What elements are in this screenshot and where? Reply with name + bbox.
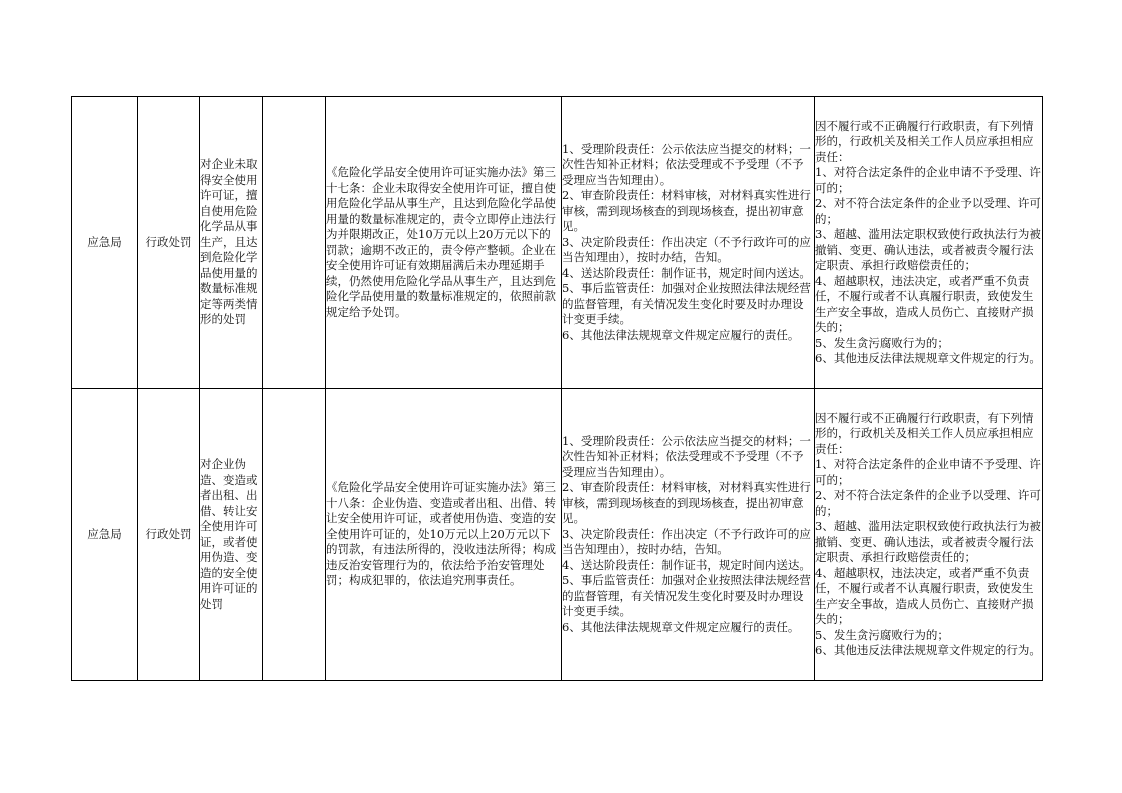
power-type-cell: 行政处罚 bbox=[138, 389, 200, 681]
power-type-cell: 行政处罚 bbox=[138, 97, 200, 389]
responsibility-cell: 1、受理阶段责任：公示依法应当提交的材料；一次性告知补正材料；依法受理或不予受理（不予受理应当告知理由）。 2、审查阶段责任：材料审核，对材料真实性进行审核，需到现场核查的到现场核查，提出初审意见。 3、决定阶段责任：作出决定（不予行政许可的应当告知理由），按时办结，告知。 4、送达阶段责任：制作证书，规定时间内送达。 5、事后监管责任：加强对企业按照法律法规经营的监督管理，有关情况发生变化时要及时办理设计变更手续。 6、其他法律法规规章文件规定应履行的责任。 bbox=[562, 389, 815, 681]
accountability-cell: 因不履行或不正确履行行政职责，有下列情形的，行政机关及相关工作人员应承担相应责任： 1、对符合法定条件的企业申请不予受理、许可的； 2、对不符合法定条件的企业予以受理、许可的； 3、超越、滥用法定职权致使行政执法行为被撤销、变更、确认违法，或者被责令履行法定职责、承担行政赔偿责任的； 4、超越职权，违法决定，或者严重不负责任，不履行或者不认真履行职责，致使发生生产安全事故，造成人员伤亡、直接财产损失的； 5、发生贪污腐败行为的； 6、其他违反法律法规规章文件规定的行为。 bbox=[815, 97, 1043, 389]
table-row bbox=[72, 97, 1043, 389]
power-list-table bbox=[71, 96, 1043, 681]
legal-basis-cell: 《危险化学品安全使用许可证实施办法》第三十七条：企业未取得安全使用许可证，擅自使用危险化学品从事生产，且达到危险化学品使用量的数量标准规定的，责令立即停止违法行为并限期改正，处10万元以上20万元以下的罚款；逾期不改正的，责令停产整顿。企业在安全使用许可证有效期届满后未办理延期手续，仍然使用危险化学品从事生产，且达到危险化学品使用量的数量标准规定的，依照前款规定给予处罚。 bbox=[326, 97, 562, 389]
power-item-cell: 对企业未取得安全使用许可证，擅自使用危险化学品从事生产，且达到危险化学品使用量的数量标准规定等两类情形的处罚 bbox=[200, 97, 263, 389]
sub-item-cell bbox=[263, 97, 326, 389]
department-cell: 应急局 bbox=[72, 389, 138, 681]
sub-item-cell bbox=[263, 389, 326, 681]
accountability-cell: 因不履行或不正确履行行政职责，有下列情形的，行政机关及相关工作人员应承担相应责任： 1、对符合法定条件的企业申请不予受理、许可的； 2、对不符合法定条件的企业予以受理、许可的； 3、超越、滥用法定职权致使行政执法行为被撤销、变更、确认违法，或者被责令履行法定职责、承担行政赔偿责任的； 4、超越职权，违法决定，或者严重不负责任，不履行或者不认真履行职责，致使发生生产安全事故，造成人员伤亡、直接财产损失的； 5、发生贪污腐败行为的； 6、其他违反法律法规规章文件规定的行为。 bbox=[815, 389, 1043, 681]
department-cell: 应急局 bbox=[72, 97, 138, 389]
table-row bbox=[72, 389, 1043, 681]
responsibility-cell: 1、受理阶段责任：公示依法应当提交的材料；一次性告知补正材料；依法受理或不予受理（不予受理应当告知理由）。 2、审查阶段责任：材料审核，对材料真实性进行审核，需到现场核查的到现场核查，提出初审意见。 3、决定阶段责任：作出决定（不予行政许可的应当告知理由），按时办结，告知。 4、送达阶段责任：制作证书，规定时间内送达。 5、事后监管责任：加强对企业按照法律法规经营的监督管理，有关情况发生变化时要及时办理设计变更手续。 6、其他法律法规规章文件规定应履行的责任。 bbox=[562, 97, 815, 389]
legal-basis-cell: 《危险化学品安全使用许可证实施办法》第三十八条：企业伪造、变造或者出租、出借、转让安全使用许可证，或者使用伪造、变造的安全使用许可证的，处10万元以上20万元以下的罚款，有违法所得的，没收违法所得；构成违反治安管理行为的，依法给予治安管理处罚；构成犯罪的，依法追究刑事责任。 bbox=[326, 389, 562, 681]
power-item-cell: 对企业伪造、变造或者出租、出借、转让安全使用许可证，或者使用伪造、变造的安全使用许可证的处罚 bbox=[200, 389, 263, 681]
